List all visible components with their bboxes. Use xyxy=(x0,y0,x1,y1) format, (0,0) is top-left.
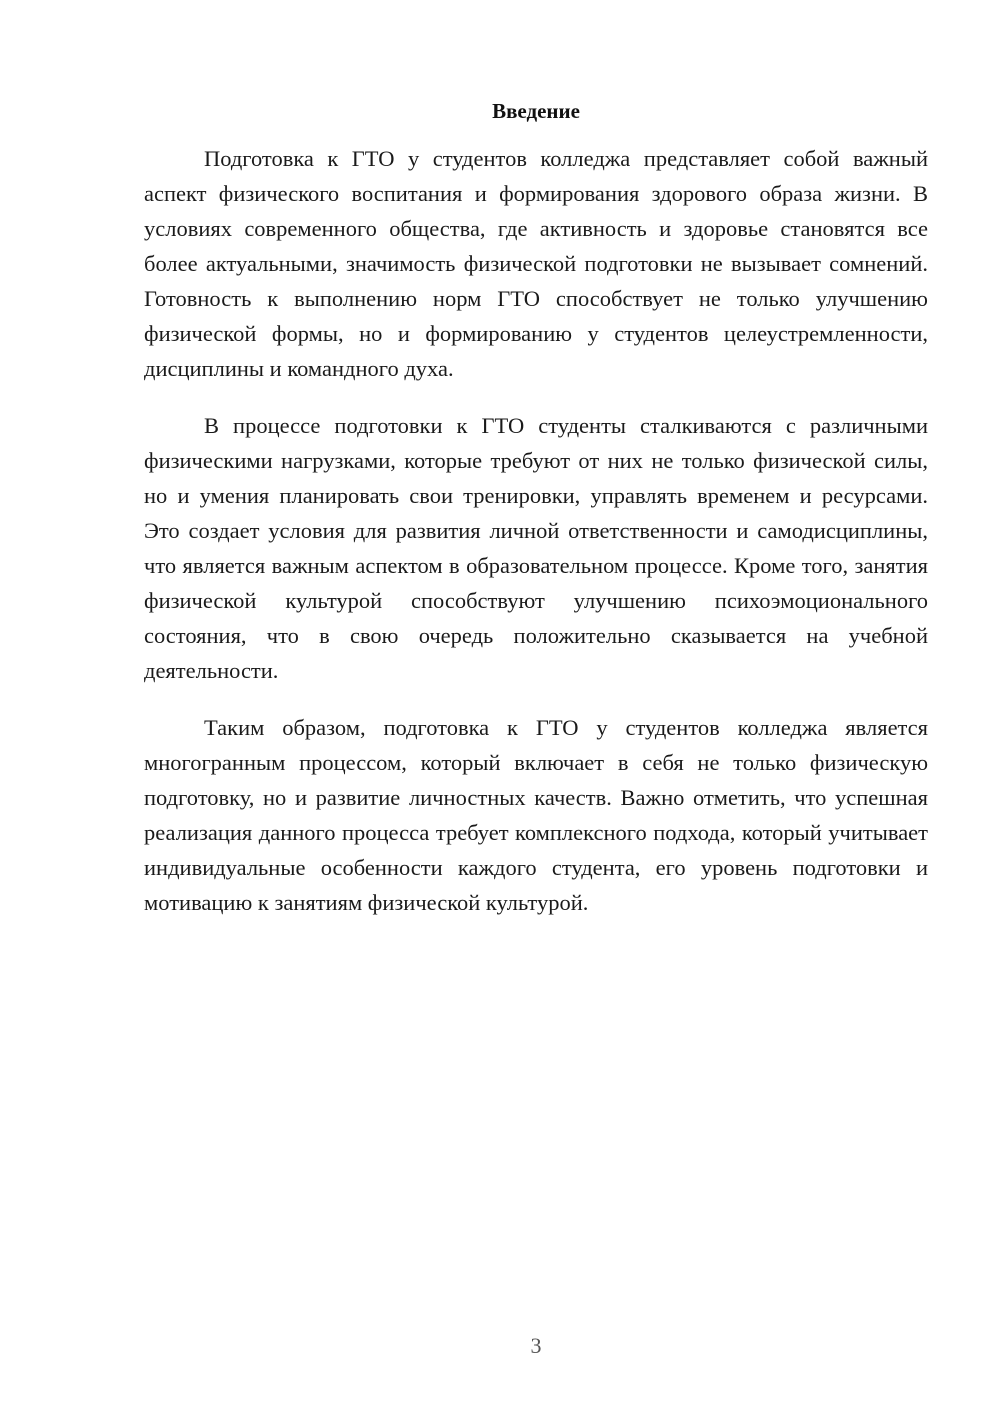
page-content xyxy=(144,96,928,942)
paragraph-3: Таким образом, подготовка к ГТО у студентов колледжа является многогранным процессом, который включает в себя не только физическую подготовку, но и развитие личностных качеств. Важно отметить, что успешная реализация данного процесса требует комплексного подхода, который учитывает индивидуальные особенности каждого студента, его уровень подготовки и мотивацию к занятиям физической культурой. xyxy=(144,715,928,915)
section-title: Введение xyxy=(492,99,580,123)
paragraph-1: Подготовка к ГТО у студентов колледжа представляет собой важный аспект физического воспитания и формирования здорового образа жизни. В условиях современного общества, где активность и здоровье становятся все более актуальными, значимость физической подготовки не вызывает сомнений. Готовность к выполнению норм ГТО способствует не только улучшению физической формы, но и формированию у студентов целеустремленности, дисциплины и командного духа. xyxy=(144,146,928,381)
page-number: 3 xyxy=(530,1333,542,1358)
paragraph-2: В процессе подготовки к ГТО студенты сталкиваются с различными физическими нагрузками, которые требуют от них не только физической силы, но и умения планировать свои тренировки, управлять временем и ресурсами. Это создает условия для развития личной ответственности и самодисциплины, что является важным аспектом в образовательном процессе. Кроме того, занятия физической культурой способствуют улучшению психоэмоционального состояния, что в свою очередь положительно сказывается на учебной деятельности. xyxy=(144,413,928,683)
